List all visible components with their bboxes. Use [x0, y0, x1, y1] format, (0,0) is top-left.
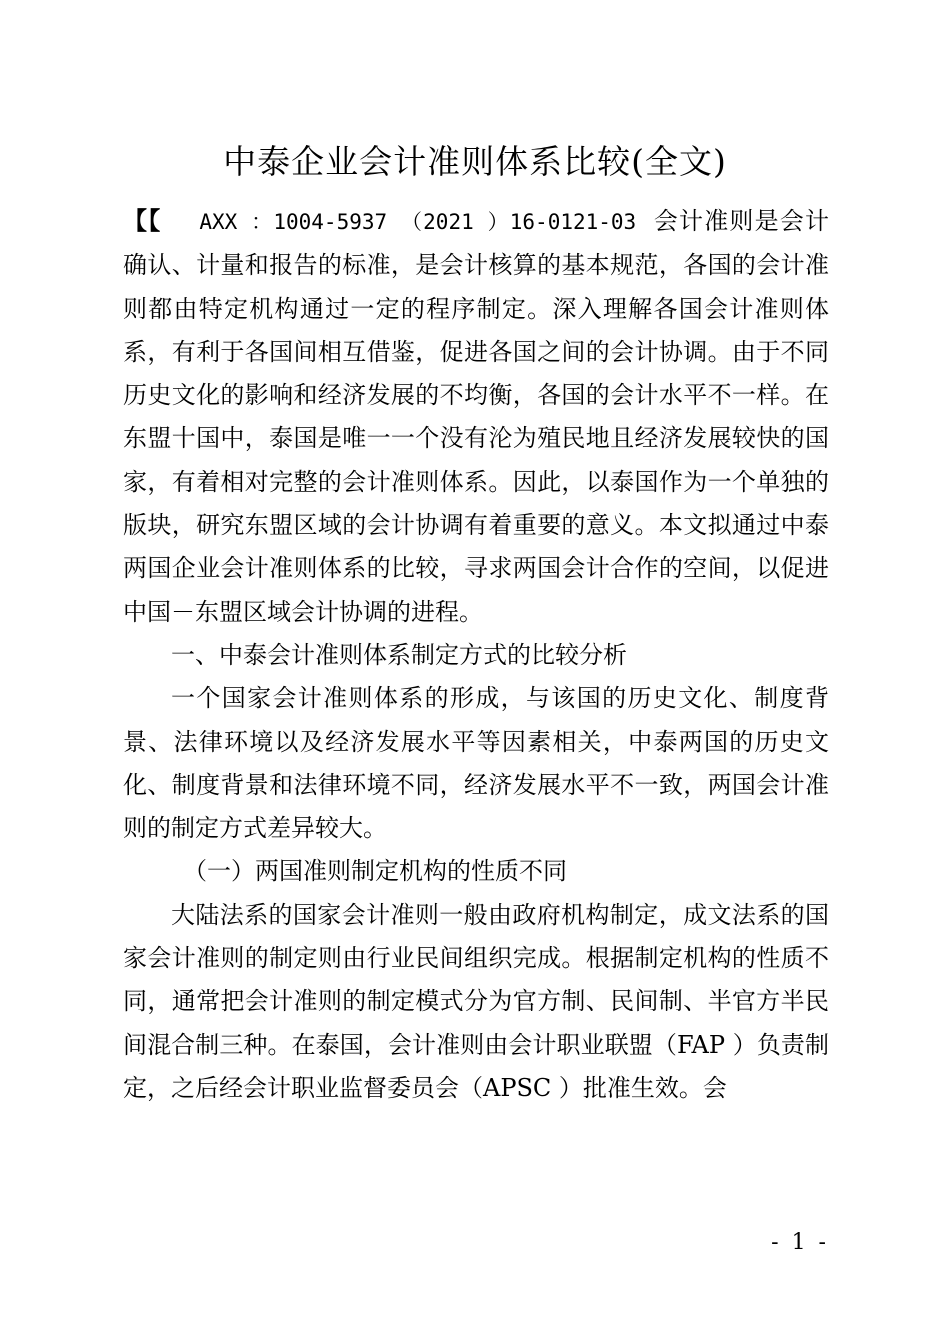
section-paragraph: 一个国家会计准则体系的形成，与该国的历史文化、制度背景、法律环境以及经济发展水平等因素相关，中泰两国的历史文化、制度背景和法律环境不同，经济发展水平不一致，两国会计准则的制定方式差异较大。 — [123, 684, 829, 843]
document-body — [123, 199, 829, 1110]
page-number: - 1 - — [771, 1230, 829, 1255]
document-title: 中泰企业会计准则体系比较(全文) — [223, 142, 727, 181]
intro-bracket: 【【 — [123, 206, 162, 235]
intro-paragraph — [123, 199, 829, 634]
subsection-heading: （一）两国准则制定机构的性质不同 — [183, 857, 567, 886]
article-code: AXX ：1004-5937 （2021 ）16-0121-03 — [199, 210, 637, 234]
subsection-paragraph: 大陆法系的国家会计准则一般由政府机构制定，成文法系的国家会计准则的制定则由行业民间组织完成。根据制定机构的性质不同，通常把会计准则的制定模式分为官方制、民间制、半官方半民间混合制三种。在泰国，会计准则由会计职业联盟（FAP ）负责制定，之后经会计职业监督委员会（APSC ）批准生效。会 — [123, 900, 829, 1102]
section-heading: 一、中泰会计准则体系制定方式的比较分析 — [171, 640, 627, 669]
intro-text: 会计准则是会计确认、计量和报告的标准，是会计核算的基本规范，各国的会计准则都由特定机构通过一定的程序制定。深入理解各国会计准则体系，有利于各国间相互借鉴，促进各国之间的会计协调。由于不同历史文化的影响和经济发展的不均衡，各国的会计水平不一样。在东盟十国中，泰国是唯一一个没有沦为殖民地且经济发展较快的国家，有着相对完整的会计准则体系。因此，以泰国作为一个单独的版块，研究东盟区域的会计协调有着重要的意义。本文拟通过中泰两国企业会计准则体系的比较，寻求两国会计合作的空间，以促进中国－东盟区域会计协调的进程。 — [123, 207, 830, 626]
